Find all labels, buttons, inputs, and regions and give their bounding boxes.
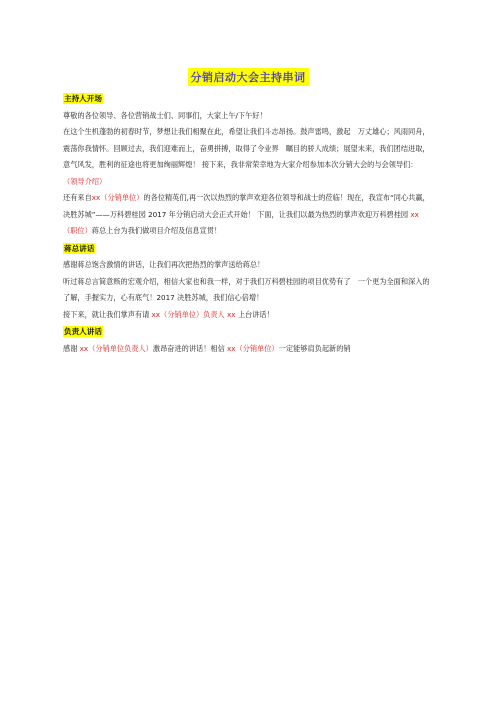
paragraph-text: 还有来自 — [63, 193, 92, 202]
paragraph-text: 激昂奋进的讲话！相信 — [152, 343, 228, 353]
document-title: 分销启动大会主持串词 — [188, 68, 309, 86]
document-title-wrap — [0, 66, 496, 86]
paragraph — [63, 274, 433, 307]
section-heading: 负责人讲话 — [64, 327, 102, 336]
paragraph — [63, 108, 433, 125]
paragraph-text: 在这个生机蓬勃的初春时节，梦想让我们相聚在此，希望让我们斗志昂扬。鼓声雷鸣，激起 万丈雄心；风雨同舟，震荡你我情怀。回顾过去，我们迎难而上，奋勇拼搏，取得了令业界 瞩目的骄人成绩；展望未来，我们团结进取，意气风发，胜利的征途也将更加绚丽辉煌！ 接下来，我非常荣幸地为大家介绍参加本次分销大会的与会领导们： — [63, 127, 430, 169]
section-leader-speech — [63, 324, 433, 357]
paragraph-text: 的各位精英们,再一次以热烈的掌声欢迎各位领导和战士的莅临！现在，我宣布“同心共赢，决胜苏城”——万科碧桂园 2017 年分销启动大会正式开始！ 下面，让我们以最为热烈的掌声欢迎万科碧桂园 — [63, 193, 430, 219]
highlight-text: xx（职位） — [63, 209, 419, 235]
highlight-text: xx（分销单位） — [91, 193, 144, 202]
paragraph-text: 尊敬的各位领导、各位营销战士们、同事们，大家上午/下午好！ — [63, 110, 267, 120]
paragraph-text: 上台讲话！ — [235, 309, 274, 319]
paragraph — [63, 307, 433, 324]
highlight-text: xx（分销单位）负责人 xx — [151, 309, 236, 319]
section-jiang-speech — [63, 241, 433, 324]
paragraph-text: 一定能够肩负起新的销 — [278, 343, 351, 353]
document-body — [63, 91, 433, 358]
highlight-text: xx（分销单位负责人） — [79, 343, 153, 353]
paragraph — [63, 257, 433, 274]
paragraph — [63, 341, 433, 358]
highlight-text: xx（分销单位） — [227, 343, 279, 353]
section-heading: 蒋总讲话 — [64, 243, 95, 253]
paragraph-text: 接下来，就让我们掌声有请 — [63, 309, 152, 319]
paragraph-text: 蒋总上台为我们做项目介绍及信息宣贯！ — [91, 226, 222, 235]
paragraph — [63, 190, 433, 240]
section-heading: 主持人开场 — [64, 94, 102, 103]
paragraph — [63, 124, 433, 174]
paragraph-text: 感谢蒋总饱含激情的讲话，让我们再次把热烈的掌声送给蒋总！ — [63, 260, 265, 269]
paragraph-text: （领导介绍） — [63, 176, 107, 186]
paragraph-leader-intro — [63, 174, 433, 191]
paragraph-text: 感谢 — [63, 343, 80, 353]
section-host-opening — [63, 91, 433, 240]
paragraph-text: 听过蒋总言简意赅的宏观介绍，相信大家也和我一样，对于我们万科碧桂园的项目优势有了 一个更为全面和深入的了解，手握实力，心有底气！2017 决胜苏城，我们信心倍增！ — [63, 276, 430, 302]
